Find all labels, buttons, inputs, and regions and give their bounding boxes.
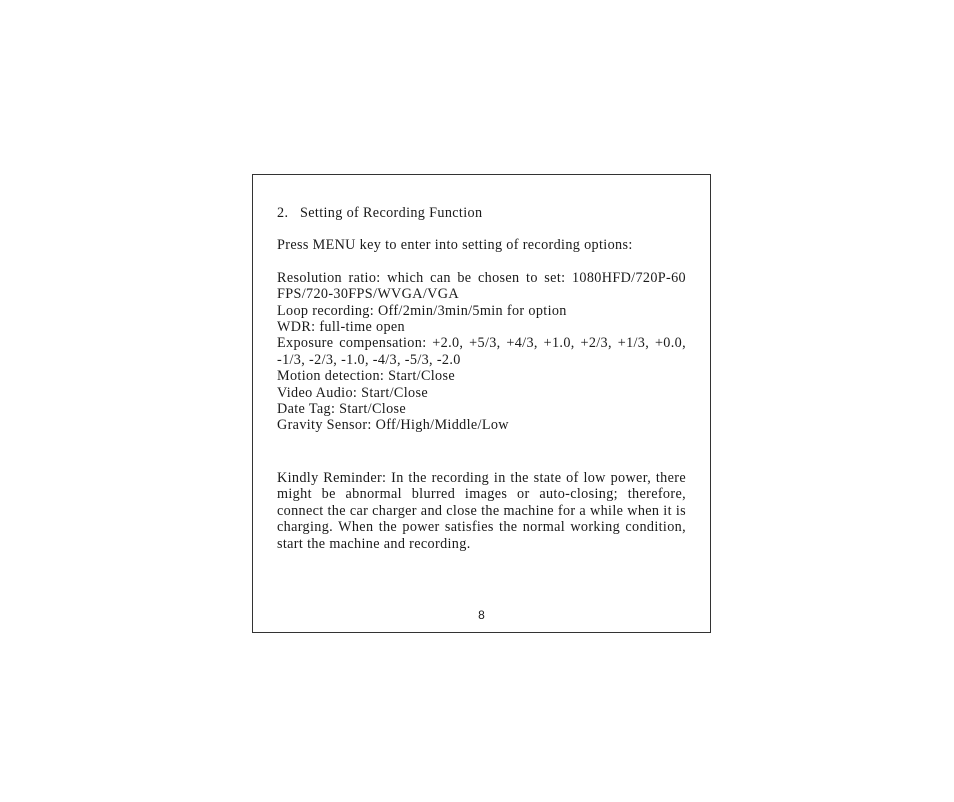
page-content bbox=[277, 205, 686, 552]
setting-wdr: WDR: full-time open bbox=[277, 319, 406, 336]
setting-video-audio: Video Audio: Start/Close bbox=[277, 384, 428, 401]
section-intro: Press MENU key to enter into setting of recording options: bbox=[277, 237, 633, 254]
page-number: 8 bbox=[478, 608, 485, 622]
manual-page bbox=[252, 174, 711, 633]
setting-date-tag: Date Tag: Start/Close bbox=[277, 401, 407, 418]
setting-loop-recording: Loop recording: Off/2min/3min/5min for option bbox=[277, 302, 567, 319]
reminder-paragraph: Kindly Reminder: In the recording in the state of low power, there might be abnormal blurred images or auto-closing; therefore, connect the car charger and close the machine for a while when it is charging. When the power satisfies the normal working condition, start the machine and recording. bbox=[277, 469, 686, 552]
setting-gravity-sensor: Gravity Sensor: Off/High/Middle/Low bbox=[277, 417, 509, 434]
section-heading: 2. Setting of Recording Function bbox=[277, 205, 483, 221]
setting-resolution: Resolution ratio: which can be chosen to set: 1080HFD/720P-60 FPS/720-30FPS/WVGA/VGA bbox=[277, 269, 686, 303]
settings-list bbox=[277, 270, 686, 434]
setting-motion-detection: Motion detection: Start/Close bbox=[277, 368, 456, 385]
setting-exposure-compensation: Exposure compensation: +2.0, +5/3, +4/3, +1.0, +2/3, +1/3, +0.0, -1/3, -2/3, -1.0, -4/3, -5/3, -2.0 bbox=[277, 335, 686, 368]
